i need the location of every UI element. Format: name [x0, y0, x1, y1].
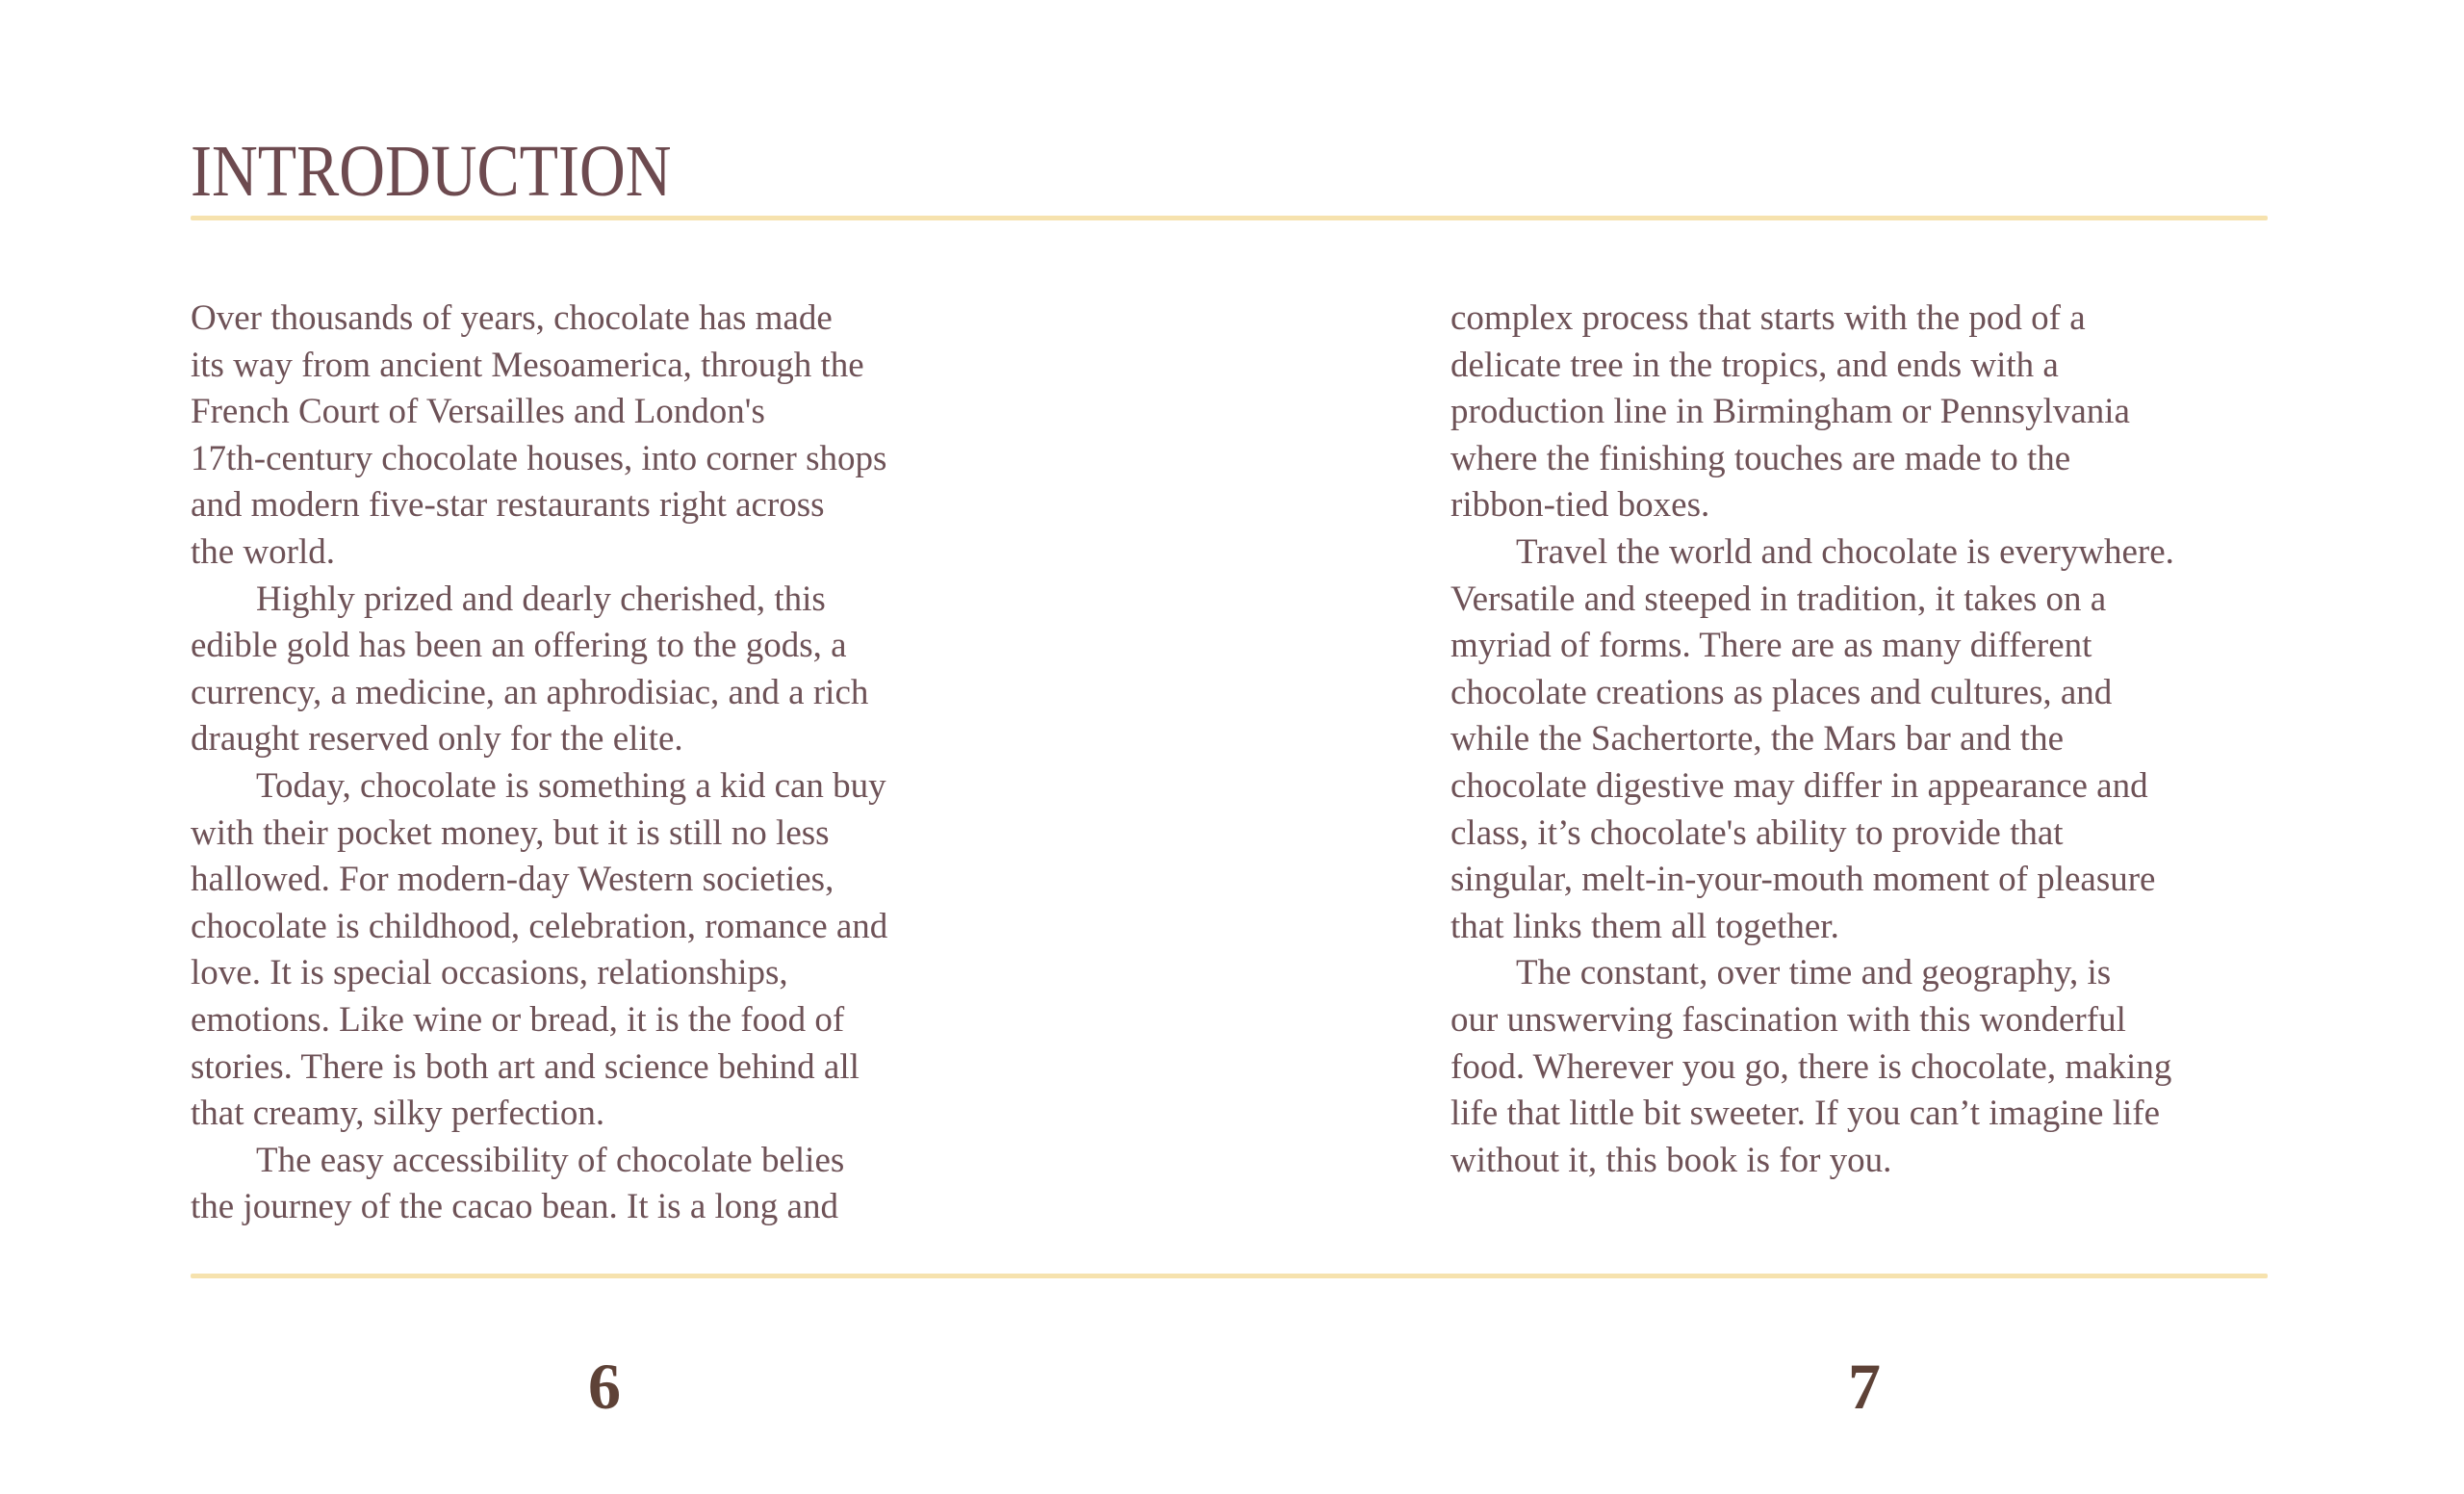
text-line: chocolate creations as places and cultures, and [1450, 672, 2113, 712]
text-line: currency, a medicine, an aphrodisiac, and a rich [191, 672, 869, 712]
text-line: singular, melt-in-your-mouth moment of pleasure [1450, 860, 2156, 900]
text-line: while the Sachertorte, the Mars bar and the [1450, 719, 2064, 760]
text-line: with their pocket money, but it is still no less [191, 812, 830, 853]
text-line: our unswerving fascination with this wonderful [1450, 999, 2126, 1040]
text-line: Travel the world and chocolate is everywhere. [1516, 531, 2174, 572]
text-line: myriad of forms. There are as many different [1450, 626, 2092, 666]
left-page-text [191, 296, 1018, 1231]
title-divider [191, 216, 2268, 220]
text-line: delicate tree in the tropics, and ends with a [1450, 345, 2059, 385]
text-line: emotions. Like wine or bread, it is the food of [191, 999, 845, 1040]
text-line: and modern five-star restaurants right across [191, 485, 825, 526]
right-page-text [1450, 296, 2278, 1184]
text-line: Versatile and steeped in tradition, it takes on a [1450, 579, 2107, 619]
text-line: production line in Birmingham or Pennsylvania [1450, 392, 2130, 432]
page-number-left: 6 [588, 1350, 621, 1423]
text-line: the world. [191, 531, 336, 572]
page-title: INTRODUCTION [191, 131, 672, 212]
text-line: chocolate is childhood, celebration, romance and [191, 906, 888, 946]
text-line: Highly prized and dearly cherished, this [256, 579, 826, 619]
text-line: food. Wherever you go, there is chocolate, making [1450, 1046, 2172, 1087]
text-line: draught reserved only for the elite. [191, 719, 683, 760]
text-line: Over thousands of years, chocolate has made [191, 298, 833, 338]
text-line: its way from ancient Mesoamerica, through the [191, 345, 864, 385]
paragraph [191, 296, 1018, 577]
text-line: love. It is special occasions, relationships, [191, 953, 788, 993]
text-line: chocolate digestive may differ in appearance and [1450, 765, 2148, 806]
text-line: the journey of the cacao bean. It is a long and [191, 1187, 838, 1227]
text-line: complex process that starts with the pod of a [1450, 298, 2086, 338]
text-line: stories. There is both art and science behind all [191, 1046, 860, 1087]
text-line: that links them all together. [1450, 906, 1839, 946]
text-line: ribbon-tied boxes. [1450, 485, 1710, 526]
text-line: The constant, over time and geography, is [1516, 953, 2112, 993]
text-line: Today, chocolate is something a kid can buy [256, 765, 886, 806]
text-line: 17th-century chocolate houses, into corner shops [191, 438, 887, 478]
page-number-right: 7 [1848, 1350, 1881, 1423]
paragraph [1450, 296, 2278, 529]
paragraph [191, 577, 1018, 763]
text-line: life that little bit sweeter. If you can’t imagine life [1450, 1094, 2161, 1134]
paragraph [1450, 950, 2278, 1184]
text-line: edible gold has been an offering to the gods, a [191, 626, 847, 666]
paragraph [1450, 529, 2278, 950]
text-line: The easy accessibility of chocolate belies [256, 1140, 845, 1180]
text-line: where the finishing touches are made to the [1450, 438, 2071, 478]
text-line: hallowed. For modern-day Western societies, [191, 860, 834, 900]
text-line: that creamy, silky perfection. [191, 1094, 605, 1134]
text-line: class, it’s chocolate's ability to provide that [1450, 812, 2064, 853]
text-line: without it, this book is for you. [1450, 1140, 1892, 1180]
paragraph [191, 763, 1018, 1138]
paragraph [191, 1138, 1018, 1231]
text-line: French Court of Versailles and London's [191, 392, 765, 432]
footer-divider [191, 1274, 2268, 1278]
